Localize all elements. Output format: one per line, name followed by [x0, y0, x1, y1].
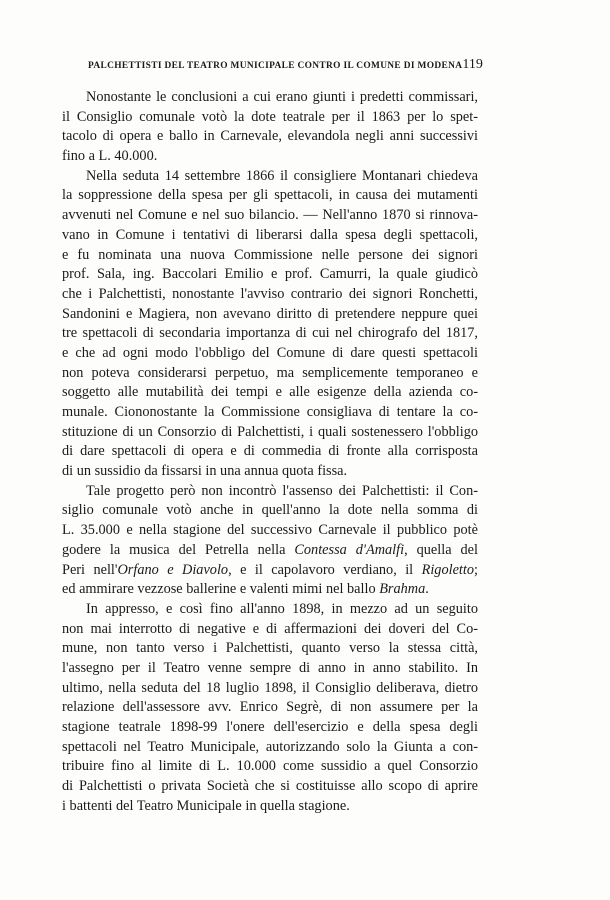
text-segment: ed ammirare vezzose ballerine e valenti mimi nel ballo: [62, 581, 380, 598]
text-line: In appresso, e così fino all'anno 1898, in mezzo ad un seguito: [86, 600, 478, 617]
text-line: [62, 541, 478, 561]
text-line: non mai interrotto di negative e di affermazioni dei doveri del Co-: [62, 620, 478, 637]
text-line: che i Palchettisti, nonostante l'avviso contrario dei signori Ronchetti,: [62, 285, 478, 302]
text-line: tribuire fino al limite di L. 10.000 come sussidio a quel Consorzio: [62, 758, 478, 775]
text-line: [62, 561, 478, 581]
ballet-title: Brahma: [379, 581, 426, 598]
text-segment: , quella del: [404, 541, 478, 558]
paragraph: [62, 167, 478, 482]
text-line: Nonostante le conclusioni a cui erano giunti i predetti commissari,: [86, 89, 478, 105]
text-line: stagione teatrale 1898-99 l'onere dell'esercizio e della spesa degli: [62, 719, 478, 735]
running-header: [88, 57, 483, 73]
opera-title: Contessa d'Amalfi: [294, 541, 405, 558]
body-text: [62, 88, 478, 816]
text-line: Nella seduta 14 settembre 1866 il consigliere Montanari chiedeva: [86, 167, 478, 184]
text-segment: ;: [474, 561, 478, 578]
running-title: PALCHETTISTI DEL TEATRO MUNICIPALE CONTRO IL COMUNE DI MODENA: [88, 61, 463, 71]
text-line: di Palchettisti o privata Società che si costituisse allo scopo di aprire: [62, 778, 478, 795]
text-line: mune, non tanto verso i Palchettisti, quanto verso la stessa città,: [62, 640, 478, 657]
paragraph: [62, 88, 478, 167]
text-line: relazione dell'assessore avv. Enrico Segrè, di non assumere per la: [62, 699, 478, 716]
text-line: Sandonini e Magiera, non avevano diritto di pretendere neppure quei: [62, 305, 478, 322]
text-line: la soppressione della spesa per gli spettacoli, in causa dei mutamenti: [62, 187, 478, 204]
text-line: e che ad ogni modo l'obbligo del Comune di dare questi spettacoli: [62, 344, 478, 361]
text-line: i battenti del Teatro Municipale in quella stagione.: [62, 797, 350, 814]
paragraph: [62, 600, 478, 817]
text-line: e fu nominata una nuova Commissione nelle persone dei signori: [62, 246, 478, 263]
text-line: tre spettacoli di secondaria importanza di cui nel chirografo del 1817,: [62, 325, 478, 342]
text-line: non poteva considerarsi perpetuo, ma semplicemente temporaneo e: [62, 364, 478, 381]
text-line: stituzione di un Consorzio di Palchettisti, i quali sostenessero l'obbligo: [62, 423, 478, 440]
text-segment: , e il capolavoro verdiano, il: [228, 561, 422, 578]
text-line: tacolo di opera e ballo in Carnevale, elevandola negli anni successivi: [62, 128, 478, 145]
opera-title: Rigoletto: [421, 561, 475, 578]
text-line: spettacoli nel Teatro Municipale, autorizzando solo la Giunta a con-: [62, 738, 478, 755]
text-line: il Consiglio comunale votò la dote teatrale per il 1863 per lo spet-: [62, 108, 478, 125]
text-line: munale. Ciononostante la Commissione consigliava di tentare la co-: [62, 404, 478, 420]
text-segment: .: [425, 581, 429, 598]
page-number: 119: [462, 57, 483, 72]
text-line: soggetto alle mutabilità dei tempi e alle esigenze della azienda co-: [62, 384, 478, 401]
text-line: L. 35.000 e nella stagione del successivo Carnevale il pubblico potè: [62, 522, 478, 539]
text-segment: Peri nell': [62, 561, 118, 578]
text-line: fino a L. 40.000.: [62, 148, 158, 165]
text-line: prof. Sala, ing. Baccolari Emilio e prof. Camurri, la quale giudicò: [62, 266, 478, 283]
text-line: [62, 580, 478, 600]
opera-title: Orfano e Diavolo: [117, 561, 229, 578]
text-line: vano in Comune i tentativi di liberarsi dalla spesa degli spettacoli,: [62, 226, 478, 243]
text-line: l'assegno per il Teatro venne sempre di anno in anno stabilito. In: [62, 659, 478, 676]
text-line: avvenuti nel Comune e nel suo bilancio. — Nell'anno 1870 si rinnova-: [62, 207, 478, 224]
text-line: ultimo, nella seduta del 18 luglio 1898, il Consiglio deliberava, dietro: [62, 679, 478, 696]
text-segment: godere la musica del Petrella nella: [62, 541, 295, 558]
text-line: siglio comunale votò anche in quell'anno la dote nella somma di: [62, 502, 478, 519]
paragraph: [62, 482, 478, 600]
text-line: di un sussidio da fissarsi in una annua quota fissa.: [62, 463, 348, 480]
text-line: Tale progetto però non incontrò l'assenso dei Palchettisti: il Con-: [86, 482, 478, 499]
text-line: di dare spettacoli di opera e di commedia di fronte alla corrisposta: [62, 443, 478, 460]
